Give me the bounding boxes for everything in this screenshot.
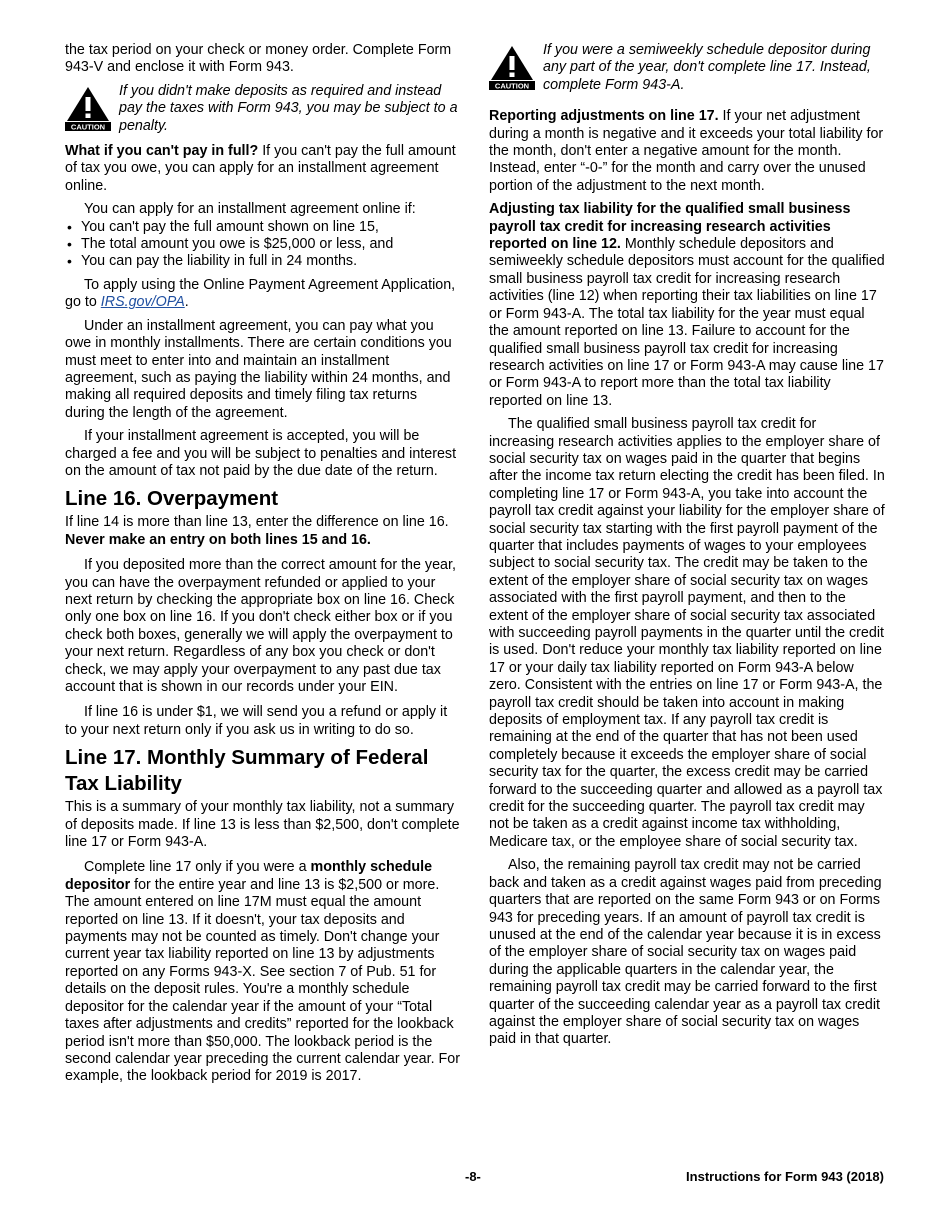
paragraph-opa: To apply using the Online Payment Agreement Application, go to IRS.gov/OPA.: [65, 276, 456, 311]
paragraph-line16-difference: If line 14 is more than line 13, enter the difference on line 16. Never make an entry on both lines 15 and 16.: [65, 514, 449, 548]
paragraph-adjusting-liability: Adjusting tax liability for the qualified small business payroll tax credit for increasing research activities reported on line 12. Monthly schedule depositors and semiweekly schedule depositors must account for the qualified small business payroll tax credit for increasing research activities (line 12) when reporting their tax liabilities on line 17 or Form 943-A. The total tax liability for the year must equal the amount reported on line 13. Failure to account for the qualified small business payroll tax credit for increasing research activities on line 17 or Form 943-A may cause line 17 or Form 943-A to report more than the total tax liability reported on line 13.: [489, 201, 885, 409]
footer-title: Instructions for Form 943 (2018): [686, 1169, 884, 1184]
paragraph-reporting-adjustments: Reporting adjustments on line 17. If your net adjustment during a month is negative and it exceeds your total liability for the month, don't enter a negative amount for the month. Instead, enter “-0-” for the month and carry over the unused portion of the adjustment to the next month.: [489, 108, 884, 194]
paragraph-agreement-accepted: If your installment agreement is accepted, you will be charged a fee and you will be subject to penalties and interest on the amount of tax not paid by the due date of the return.: [65, 428, 457, 479]
paragraph-line17-summary: This is a summary of your monthly tax liability, not a summary of deposits made. If line 13 is less than $2,500, don't complete line 17 or Form 943-A.: [65, 799, 460, 851]
caution-text: If you didn't make deposits as required and instead pay the taxes with Form 943, you may be subject to a penalty.: [119, 82, 458, 134]
run-in-heading: Reporting adjustments on line 17.: [489, 108, 719, 125]
paragraph-apply-intro: You can apply for an installment agreement online if:: [84, 201, 416, 218]
caution-icon: [65, 85, 111, 131]
caution-text: If you were a semiweekly schedule depositor during any part of the year, don't complete line 17. Instead, complete Form 943-A.: [543, 42, 871, 93]
bullet-list: [65, 219, 460, 271]
run-in-heading: Adjusting tax liability for the qualified small business payroll tax credit for increasing research activities reported on line 12.: [489, 201, 851, 253]
caution-label: CAUTION: [494, 81, 530, 90]
caution-note-semiweekly: [489, 42, 885, 94]
paragraph-payment-voucher: the tax period on your check or money order. Complete Form 943-V and enclose it with Form 943.: [65, 42, 452, 76]
page-number: -8-: [465, 1169, 481, 1184]
paragraph-remaining-credit: Also, the remaining payroll tax credit may not be carried back and taken as a credit against wages paid from preceding quarters that are reported on the same Form 943 or on Forms 943 for preceding years. If an amount of payroll tax credit is unused at the end of the calendar year because it is in excess of the employer share of social security tax on wages paid during the applicable quarters in the calendar year, the remaining payroll tax credit may be carried forward to the first quarter of the succeeding calendar year as a payroll tax credit against the employer share of social security tax on wages paid in that quarter.: [489, 857, 882, 1048]
paragraph-under-one-dollar: If line 16 is under $1, we will send you a refund or apply it to your next return only if you ask us in writing to do so.: [65, 704, 448, 738]
paragraph-installment-agreement: Under an installment agreement, you can pay what you owe in monthly installments. There are certain conditions you must meet to enter into and maintain an installment agreement, such as paying the liability within 24 months, and making all required deposits and timely filing tax returns during the length of the agreement.: [65, 317, 452, 421]
list-item: • The total amount you owe is $25,000 or less, and: [65, 236, 460, 253]
irs-opa-link[interactable]: IRS.gov/OPA: [100, 294, 185, 311]
heading-line-17: Line 17. Monthly Summary of Federal Tax Liability: [65, 746, 429, 796]
run-in-heading: What if you can't pay in full?: [65, 143, 259, 160]
paragraph-monthly-depositor: Complete line 17 only if you were a monthly schedule depositor for the entire year and line 13 is $2,500 or more. The amount entered on line 17M must equal the amount reported on line 13. If it doesn't, your tax deposits and payments may not be counted as timely. Don't change your current year tax liability reported on line 13 by adjustments reported on any Forms 943-X. See section 7 of Pub. 51 for details on the deposit rules. You're a monthly schedule depositor for the calendar year if the amount of your “Total taxes after adjustments and credits” reported for the lookback period isn't more than $50,000. The lookback period is the second calendar year preceding the current calendar year. For example, the lookback period for 2019 is 2017.: [65, 859, 460, 1085]
paragraph-cant-pay: What if you can't pay in full? If you can't pay the full amount of tax you owe, you can apply for an installment agreement online.: [65, 143, 456, 194]
paragraph-qualified-credit: The qualified small business payroll tax credit for increasing research activities applies to the employer share of social security tax on wages paid in the quarter that begins after the income tax return electing the credit has been filed. In completing line 17 or Form 943-A, you take into account the payroll tax credit against your liability for the employer share of social security tax starting with the first payroll payment of the quarter that includes payments of wages to your employees subject to social security tax. The credit may be taken to the extent of the employer share of social security tax on wages associated with the first payroll payment, and then to the extent of the employer share of social security tax associated with succeeding payroll payments in the quarter until the credit is used. Don't reduce your monthly tax liability reported on line 17 or your daily tax liability reported on Form 943-A below zero. Consistent with the entries on line 17 or Form 943-A, the payroll tax credit should be taken into account in making deposits of employment tax. If any payroll tax credit is remaining at the end of the quarter that has not been used completely because it exceeds the employer share of social security tax for the quarter, the excess credit may be carried forward to the succeeding quarter and allowed as a payroll tax credit for the succeeding quarter. The payroll tax credit may not be taken as a credit against income tax withholding, Medicare tax, or the employee share of social security tax.: [489, 416, 885, 850]
list-item: • You can pay the liability in full in 24 months.: [65, 253, 460, 270]
caution-note-penalty: [65, 83, 460, 135]
heading-line-16: Line 16. Overpayment: [65, 487, 279, 511]
caution-icon: [489, 44, 535, 90]
paragraph-overpayment-refund: If you deposited more than the correct amount for the year, you can have the overpayment refunded or applied to your next return by checking the appropriate box on line 16. Check only one box on line 16. If you don't check either box or if you check both boxes, generally we will apply the overpayment to your next return. Regardless of any box you check or don't check, we may apply your overpayment to any past due tax account that is shown in our records under your EIN.: [65, 557, 456, 695]
list-item: • You can't pay the full amount shown on line 15,: [65, 219, 460, 236]
caution-label: CAUTION: [70, 122, 106, 131]
left-column: [65, 42, 460, 1092]
right-column: [489, 42, 885, 1055]
